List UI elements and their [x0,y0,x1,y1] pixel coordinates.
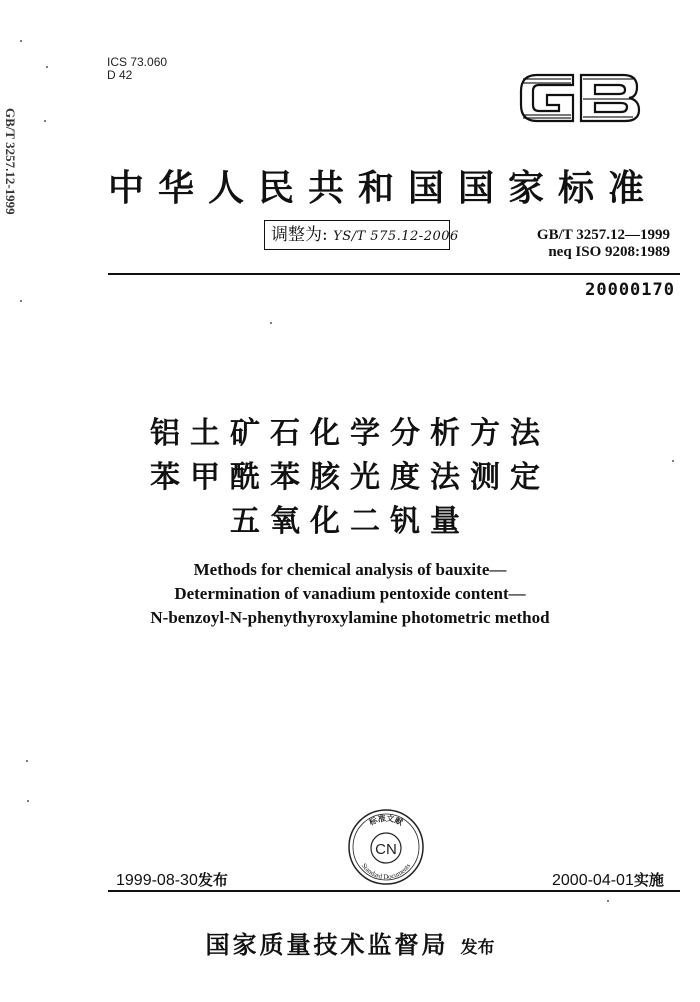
publisher-action: 发布 [460,938,495,958]
publisher-org: 国家质量技术监督局 [205,931,449,959]
header-divider [108,273,680,275]
ccs-code: D 42 [107,68,133,82]
iso-equivalence: neq ISO 9208:1989 [548,244,670,260]
issue-date-line [116,869,228,890]
title-cn-line-3: 五氧化二钒量 [230,504,470,539]
issue-date: 1999-08-30 [116,872,198,889]
adjustment-label: 调整为: [271,225,328,245]
national-standard-title: 中华人民共和国国家标准 [108,167,659,209]
standard-number: GB/T 3257.12—1999 [536,227,670,243]
standard-documents-seal [347,808,425,886]
stamp-number: 20000170 [585,280,675,300]
implement-date-line [552,869,664,890]
scan-speck [44,120,46,122]
seal-top-text: 标准文献 [367,813,405,828]
seal-center-text: CN [375,841,397,858]
title-cn-line-2: 苯甲酰苯胲光度法测定 [150,460,550,495]
title-cn-line-1: 铝土矿石化学分析方法 [150,416,550,451]
seal-bottom-text: Standard Documents [359,861,413,882]
scan-speck [672,460,674,462]
footer-divider [108,890,680,892]
scan-speck [20,40,22,42]
title-en-line-3: N-benzoyl-N-phenythyroxylamine photometric method [150,608,550,627]
ics-code: ICS 73.060 [107,55,168,69]
standard-number-block [490,227,670,261]
scan-speck [20,300,22,302]
implement-date: 2000-04-01 [552,872,634,889]
scan-speck [46,66,48,68]
adjustment-handwritten: YS/T 575.12-2006 [333,229,459,244]
scan-speck [27,800,29,802]
adjustment-note [264,220,459,250]
publisher-line [0,925,700,960]
scan-speck [26,760,28,762]
title-en-line-1: Methods for chemical analysis of bauxite— [193,560,507,579]
scan-speck [607,900,609,902]
implement-label: 实施 [633,871,664,889]
issue-label: 发布 [197,871,228,889]
scan-speck [270,322,272,324]
side-standard-code: GB/T 3257.12-1999 [3,108,18,215]
title-en-line-2: Determination of vanadium pentoxide content— [174,584,526,603]
classification-codes [107,56,167,82]
svg-text:标准文献 [366,813,404,828]
svg-text:Standard Documents [360,862,413,881]
gb-logo [515,65,643,131]
